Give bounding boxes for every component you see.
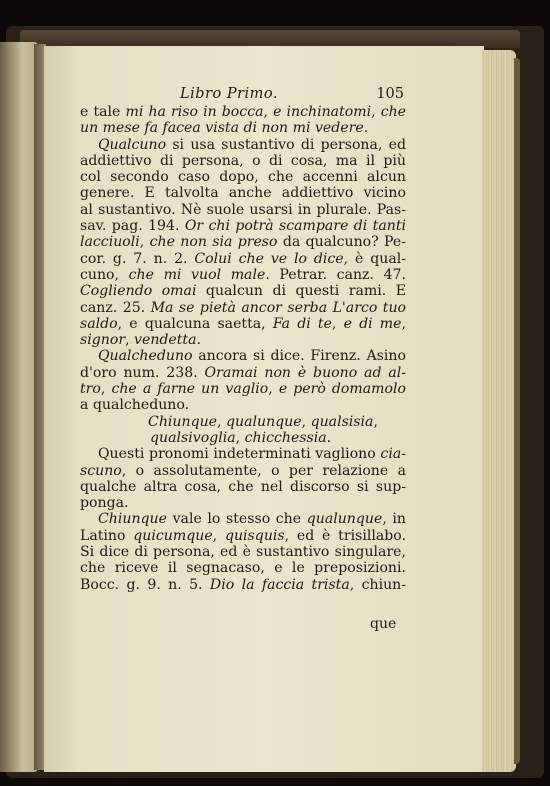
italic-run: che a farne un vaglio — [111, 381, 269, 398]
italic-run: cia- — [380, 446, 406, 463]
page-block-edges — [482, 50, 516, 772]
italic-run: e inchinatomi — [273, 104, 372, 120]
text-run: . Petrar. canz. 47. — [265, 266, 406, 283]
text-run: e tale — [80, 104, 126, 120]
text-line — [80, 430, 406, 446]
text-run: , — [217, 413, 226, 430]
italic-run: Chiunque — [148, 413, 218, 430]
text-line — [80, 300, 406, 316]
text-run: , — [371, 104, 381, 120]
text-line — [80, 169, 406, 185]
text-line — [80, 544, 406, 560]
text-run: , in — [382, 511, 406, 528]
text-run: qualche altra cosa, che nel discorso si sup- — [80, 478, 406, 495]
italic-run: scuno — [80, 462, 122, 479]
text-line — [80, 348, 406, 364]
text-run: canz. 25. — [80, 299, 151, 316]
italic-run: mi ha riso in bocca — [125, 104, 264, 120]
italic-run: Qualcuno — [98, 136, 167, 153]
italic-run: qualunque — [306, 511, 383, 528]
text-run: . — [363, 120, 369, 137]
text-run: . — [196, 332, 201, 349]
text-run: , ed è trisillabo. — [284, 527, 406, 544]
text-run: addiettivo di persona, o di cosa, ma il più — [80, 152, 406, 169]
italic-run: qualsivoglia — [150, 429, 236, 446]
italic-run: che mi vuol male — [128, 266, 266, 283]
italic-run: Fa di te — [272, 315, 332, 332]
italic-run: lacciuoli — [80, 234, 140, 251]
italic-run: e però domamolo — [278, 381, 406, 398]
italic-run: qualsisia — [310, 413, 374, 430]
text-run: Questi pronomi indeterminati vagliono — [98, 446, 381, 463]
text-line — [80, 104, 406, 120]
text-run: che riceve il segnacaso, e le preposizioni. — [80, 560, 406, 577]
text-run: genere. E talvolta anche addiettivo vicino — [80, 185, 406, 202]
text-run: vale lo stesso che — [166, 511, 307, 528]
text-run: , — [139, 234, 150, 251]
text-run: , e qualcuna saetta, — [117, 315, 273, 332]
text-line — [80, 446, 406, 462]
text-run: da qualcuno? Pe- — [277, 234, 406, 251]
text-run: , — [373, 413, 378, 430]
text-line — [80, 560, 406, 576]
text-line — [80, 137, 406, 153]
text-run: cuno, — [80, 266, 129, 283]
italic-run: chicchessia — [244, 429, 327, 446]
italic-run: Chiunque — [98, 511, 167, 528]
text-run: Bocc. g. 9. n. 5. — [80, 576, 210, 593]
catchword: que — [370, 616, 397, 632]
text-line — [80, 283, 406, 299]
italic-run: quicumque — [133, 527, 213, 544]
text-line — [80, 397, 406, 413]
page-number: 105 — [376, 86, 404, 102]
text-line — [80, 153, 406, 169]
text-run: , — [212, 527, 225, 544]
italic-run: Or chi potrà scampare di tanti — [184, 218, 406, 235]
text-line — [80, 251, 406, 267]
italic-run: Cogliendo omai — [80, 283, 197, 300]
italic-run: che non sia preso — [149, 234, 278, 251]
italic-run: un mese fa facea vista di non mi vedere — [80, 120, 364, 137]
text-run: , è qual- — [343, 250, 406, 267]
text-run: , — [263, 104, 274, 120]
italic-run: vendetta — [134, 332, 197, 349]
italic-run: Oramai non è buono ad al- — [204, 364, 406, 381]
text-run: , — [235, 429, 245, 446]
text-run: , — [268, 381, 279, 398]
italic-run: Colui che ve lo dice — [194, 250, 344, 267]
text-line — [80, 463, 406, 479]
text-line — [80, 120, 406, 136]
text-line — [80, 218, 406, 234]
text-run: al sustantivo. Nè suole usarsi in plurale. Pas- — [80, 201, 406, 218]
italic-run: che — [380, 104, 406, 120]
text-line — [80, 479, 406, 495]
italic-run: tro — [80, 381, 101, 398]
text-run: col secondo caso dopo, che accenni alcun — [80, 169, 406, 186]
text-line — [80, 202, 406, 218]
text-run: cor. g. 7. n. 2. — [80, 250, 195, 267]
italic-run: qualunque — [225, 413, 302, 430]
text-run: . — [326, 429, 332, 446]
text-line — [80, 365, 406, 381]
text-line — [80, 381, 406, 397]
running-title: Libro Primo. — [180, 86, 278, 102]
italic-run: quisquis — [224, 527, 285, 544]
text-line — [80, 495, 406, 511]
text-line — [80, 511, 406, 527]
text-run: , — [401, 315, 406, 332]
text-run: Latino — [80, 527, 134, 544]
text-run: sav. pag. 194. — [80, 218, 185, 235]
italic-run: signor — [80, 332, 126, 349]
text-line — [80, 316, 406, 332]
text-line — [80, 577, 406, 593]
italic-run: e di me — [343, 315, 402, 332]
text-run: , chiun- — [349, 576, 406, 593]
text-run: qualcun di questi rami. E — [196, 283, 406, 300]
text-run: d'oro num. 238. — [80, 364, 205, 381]
text-line — [80, 414, 406, 430]
text-run: ancora si dice. Firenz. Asino — [192, 348, 406, 365]
text-line — [80, 528, 406, 544]
text-line — [80, 234, 406, 250]
running-header — [180, 86, 406, 104]
italic-run: Qualcheduno — [98, 348, 193, 365]
text-line — [80, 332, 406, 348]
text-run: ponga. — [80, 495, 129, 512]
italic-run: Dio la faccia trista — [209, 576, 350, 593]
text-run: , o assolutamente, o per relazione a — [121, 462, 406, 479]
text-run: , — [125, 332, 135, 349]
text-run: , — [100, 381, 112, 398]
body-text — [80, 104, 406, 593]
text-run: a qualcheduno. — [80, 397, 190, 414]
text-line — [80, 267, 406, 283]
text-line — [80, 185, 406, 201]
text-run: Si dice di persona, ed è sustantivo singulare, — [80, 544, 406, 561]
text-run: , — [331, 315, 344, 332]
italic-run: saldo — [80, 315, 118, 332]
text-run: si usa sustantivo di persona, ed — [166, 136, 406, 153]
text-run: , — [301, 413, 311, 430]
left-page-edge — [0, 42, 38, 772]
italic-run: Ma se pietà ancor serba L'arco tuo — [150, 299, 406, 316]
